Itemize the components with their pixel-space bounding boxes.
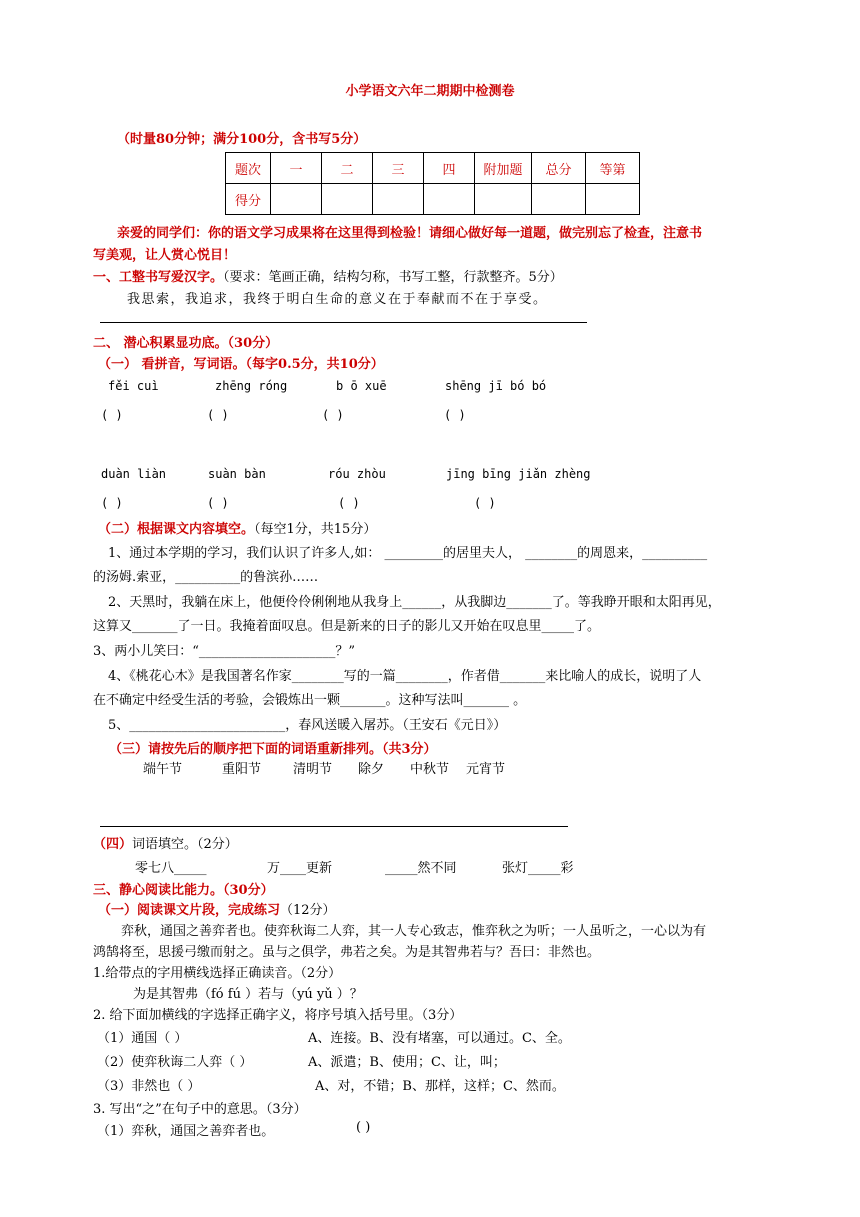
answer-paren-4[interactable]: ( ) — [444, 408, 466, 422]
section2-sub1-title: （一） 看拼音，写词语。（每字0.5分，共10分） — [98, 357, 384, 372]
section2-sub3-title: （三）请按先后的顺序把下面的词语重新排列。（共3分） — [109, 742, 437, 757]
intro-line-2: 写美观，让人赏心悦目！ — [93, 248, 237, 263]
score-cell[interactable] — [373, 184, 424, 215]
reading-question-2-item-2: （2）使弈秋诲二人弈（ ） — [97, 1055, 253, 1070]
score-header-cell: 二 — [322, 153, 373, 184]
section2-sub4-heading — [93, 833, 238, 852]
pinyin-1: fěi cuì — [108, 379, 159, 393]
section2-sub3-writing-line[interactable] — [100, 826, 568, 827]
answer-paren-1[interactable]: ( ) — [101, 408, 123, 422]
festival-word: 端午节 — [143, 762, 183, 777]
intro-line-1: 亲爱的同学们：你的语文学习成果将在这里得到检验！请细心做好每一道题，做完别忘了检查，注意书 — [117, 226, 703, 241]
answer-paren-6[interactable]: ( ) — [207, 496, 229, 510]
score-row-label: 得分 — [226, 184, 271, 215]
section2-sub4-title: （四） — [93, 837, 133, 852]
section2-sub2-note: （每空1分，共15分） — [254, 522, 377, 537]
score-header-cell: 等第 — [586, 153, 640, 184]
section2-title: 二、 潜心积累显功底。（30分） — [93, 336, 279, 351]
fill-question-5: 5、________________________，春风送暖入屠苏。（王安石《元日》） — [108, 718, 507, 733]
score-cell[interactable] — [532, 184, 586, 215]
section2-sub2-title: （二）根据课文内容填空。 — [98, 522, 255, 537]
score-header-cell: 附加题 — [475, 153, 532, 184]
page-title: 小学语文六年二期期中检测卷 — [345, 84, 515, 99]
pinyin-4: shēng jī bó bó — [445, 379, 547, 393]
score-cell[interactable] — [271, 184, 322, 215]
answer-paren-3[interactable]: ( ) — [322, 408, 344, 422]
answer-paren-5[interactable]: ( ) — [101, 496, 123, 510]
score-cell[interactable] — [475, 184, 532, 215]
score-cell[interactable] — [424, 184, 475, 215]
festival-word: 元宵节 — [466, 762, 506, 777]
pinyin-8: jīng bīng jiǎn zhèng — [446, 467, 591, 481]
section1-sentence: 我思索，我追求，我终于明白生命的意义在于奉献而不在于享受。 — [127, 292, 548, 307]
section3-sub1-title: （一）阅读课文片段，完成练习 — [98, 903, 281, 918]
reading-question-1-item: 为是其智弗（fó fú ）若与（yú yǔ ）？ — [133, 987, 363, 1002]
score-header-cell: 题次 — [226, 153, 271, 184]
fill-question-1a: 1、通过本学期的学习，我们认识了许多人,如： _________的居里夫人， ________的周恩来，__________ — [108, 546, 708, 561]
idiom-item: 张灯_____彩 — [502, 861, 574, 876]
idiom-item: _____然不同 — [385, 861, 457, 876]
answer-paren-2[interactable]: ( ) — [207, 408, 229, 422]
section3-sub1-note: （12分） — [280, 903, 336, 918]
score-table-header-row — [226, 153, 640, 184]
score-cell[interactable] — [322, 184, 373, 215]
festival-word: 除夕 — [358, 762, 385, 777]
pinyin-5: duàn liàn — [101, 467, 167, 481]
reading-question-1: 1.给带点的字用横线选择正确读音。（2分） — [93, 966, 342, 981]
festival-word: 中秋节 — [410, 762, 450, 777]
festival-word: 清明节 — [293, 762, 333, 777]
fill-question-2a: 2、天黑时，我躺在床上，他便伶伶俐俐地从我身上______，从我脚边_______了。等我睁开眼和太阳再见， — [108, 595, 721, 610]
score-header-cell: 四 — [424, 153, 475, 184]
passage-line-2: 鸿鹄将至，思援弓缴而射之。虽与之俱学，弗若之矣。为是其智弗若与？吾曰：非然也。 — [93, 945, 601, 960]
score-header-cell: 总分 — [532, 153, 586, 184]
section1-note: （要求：笔画正确，结构匀称，书写工整，行款整齐。5分） — [223, 270, 563, 285]
reading-question-2-def-2: A、派遣；B、使用；C、让，叫； — [308, 1055, 506, 1070]
pinyin-2: zhēng róng — [215, 379, 288, 393]
answer-paren-7[interactable]: ( ) — [338, 496, 360, 510]
section3-title: 三、静心阅读比能力。（30分） — [93, 883, 274, 898]
fill-question-1b: 的汤姆.索亚，__________的鲁滨孙…… — [93, 570, 319, 585]
reading-question-2-def-1: A、连接。B、没有堵塞，可以通过。C、全。 — [308, 1031, 571, 1046]
festival-word: 重阳节 — [222, 762, 262, 777]
pinyin-6: suàn bàn — [208, 467, 266, 481]
section2-sub2-heading — [98, 518, 376, 537]
idiom-item: 万____更新 — [267, 861, 333, 876]
pinyin-7: róu zhòu — [328, 467, 386, 481]
fill-question-2b: 这算又_______了一日。我掩着面叹息。但是新来的日子的影儿又开始在叹息里_____了。 — [93, 619, 601, 634]
reading-question-3: 3. 写出“之”在句子中的意思。（3分） — [93, 1102, 307, 1117]
passage-line-1: 弈秋，通国之善弈者也。使弈秋诲二人弈，其一人专心致志，惟弈秋之为听；一人虽听之，一心以为有 — [121, 924, 707, 939]
reading-question-3-item: （1）弈秋，通国之善弈者也。 — [97, 1124, 275, 1139]
reading-question-2-def-3: A、对，不错；B、那样，这样；C、然而。 — [315, 1079, 565, 1094]
fill-question-4b: 在不确定中经受生活的考验，会锻炼出一颗_______。这种写法叫_______ 。 — [93, 693, 527, 708]
answer-paren-8[interactable]: ( ) — [474, 496, 496, 510]
time-note: （时量80分钟；满分100分，含书写5分） — [117, 132, 367, 147]
score-table-score-row — [226, 184, 640, 215]
section1-writing-line[interactable] — [100, 322, 587, 323]
fill-question-3: 3、两小儿笑曰：“_____________________？” — [93, 644, 356, 659]
pinyin-3: b ō xuē — [336, 379, 387, 393]
score-header-cell: 一 — [271, 153, 322, 184]
fill-question-4a: 4、《桃花心木》是我国著名作家________写的一篇________，作者借_______来比喻人的成长，说明了人 — [108, 669, 702, 684]
idiom-item: 零七八_____ — [135, 861, 207, 876]
score-cell[interactable] — [586, 184, 640, 215]
section1-heading — [93, 266, 563, 285]
section1-title: 一、工整书写爱汉字。 — [93, 270, 224, 285]
section3-sub1-heading — [98, 899, 336, 918]
reading-question-2-item-1: （1）通国（ ） — [97, 1031, 188, 1046]
section2-sub4-note: 词语填空。（2分） — [132, 837, 238, 852]
reading-question-2: 2. 给下面加横线的字选择正确字义，将序号填入括号里。（3分） — [93, 1008, 463, 1023]
score-table — [225, 152, 640, 215]
score-header-cell: 三 — [373, 153, 424, 184]
reading-question-2-item-3: （3）非然也（ ） — [97, 1079, 201, 1094]
reading-question-3-answer[interactable]: ( ) — [356, 1120, 371, 1135]
